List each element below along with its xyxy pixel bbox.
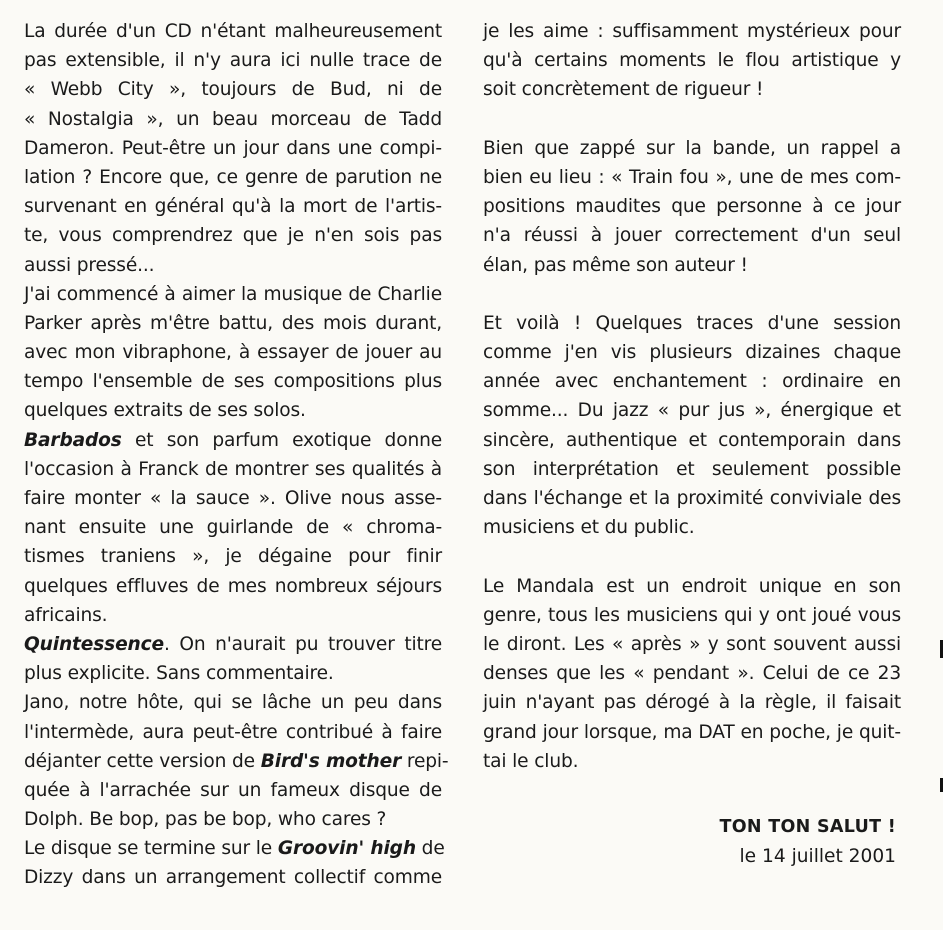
text-line: pas extensible, il n'y aura ici nulle trace de xyxy=(24,50,442,72)
text-line: J'ai commencé à aimer la musique de Charlie xyxy=(24,283,442,305)
signature-name: TON TON SALUT ! xyxy=(719,817,896,837)
paragraph-mandala xyxy=(483,572,901,776)
text-fragment: Le disque se termine sur le xyxy=(24,838,278,860)
paragraph-charlie-parker xyxy=(24,280,442,426)
text-line: quelques effluves de mes nombreux séjours xyxy=(24,575,442,597)
text-line: survenant en général qu'à la mort de l'artis- xyxy=(24,196,442,218)
paragraph-gap xyxy=(483,280,901,309)
text-line: positions maudites que personne à ce jour xyxy=(483,196,901,218)
text-line: le diront. Les « après » y sont souvent aussi xyxy=(483,633,901,655)
text-line: Et voilà ! Quelques traces d'une session xyxy=(483,312,901,334)
text-line: quelques extraits de ses solos. xyxy=(24,400,306,422)
text-line: qu'à certains moments le flou artistique y xyxy=(483,50,901,72)
text-line: africains. xyxy=(24,604,108,626)
text-line: genre, tous les musiciens qui y ont joué vous xyxy=(483,604,901,626)
text-line: grand jour lorsque, ma DAT en poche, je quit- xyxy=(483,721,901,743)
text-line: « Webb City », toujours de Bud, ni de xyxy=(24,79,442,101)
text-fragment: de xyxy=(415,838,445,860)
paragraph-continuation xyxy=(483,17,901,105)
text-line: faire monter « la sauce ». Olive nous asse- xyxy=(24,488,442,509)
paragraph-gap xyxy=(483,542,901,571)
text-line: Bien que zappé sur la bande, un rappel a xyxy=(483,137,901,159)
text-line: aussi pressé... xyxy=(24,254,155,276)
text-line: nant ensuite une guirlande de « chroma- xyxy=(24,517,442,539)
signature-date: le 14 juillet 2001 xyxy=(739,846,896,867)
text-line: La durée d'un CD n'étant malheureusement xyxy=(24,21,442,42)
text-line: n'a réussi à jouer correctement d'un seul xyxy=(483,225,901,247)
text-line: musiciens et du public. xyxy=(483,517,695,539)
paragraph-train-fou xyxy=(483,134,901,280)
track-title-quintessence: Quintessence xyxy=(24,633,164,655)
paragraph-gap xyxy=(483,105,901,134)
text-line xyxy=(24,747,449,776)
text-fragment: . On n'aurait pu trouver titre xyxy=(163,633,442,655)
text-line: plus explicite. Sans commentaire. xyxy=(24,663,334,685)
text-fragment: et son parfum exotique donne xyxy=(121,429,442,451)
text-line: Parker après m'être battu, des mois durant, xyxy=(24,312,442,334)
text-line xyxy=(24,426,442,455)
track-title-barbados: Barbados xyxy=(24,429,122,451)
text-line: quée à l'arrachée sur un fameux disque de xyxy=(24,779,442,801)
paragraph-quintessence xyxy=(24,630,442,688)
paragraph-et-voila xyxy=(483,309,901,543)
text-line: soit concrètement de rigueur ! xyxy=(483,79,764,101)
text-line: Dameron. Peut-être un jour dans une compi- xyxy=(24,137,442,159)
text-line: année avec enchantement : ordinaire en xyxy=(483,371,901,393)
text-line: Dolph. Be bop, pas be bop, who cares ? xyxy=(24,809,387,831)
text-line: Le Mandala est un endroit unique en son xyxy=(483,575,901,597)
text-line: l'occasion à Franck de montrer ses qualités à xyxy=(24,458,442,480)
text-fragment: déjanter cette version de xyxy=(24,750,261,772)
text-line: comme j'en vis plusieurs dizaines chaque xyxy=(483,342,901,364)
right-column xyxy=(483,17,901,776)
left-column xyxy=(24,17,449,893)
text-line: dans l'échange et la proximité conviviale des xyxy=(483,488,901,509)
text-line: l'intermède, aura peut-être contribué à faire xyxy=(24,721,442,743)
text-line: tai le club. xyxy=(483,750,579,772)
text-line: te, vous comprendrez que je n'en sois pas xyxy=(24,225,442,247)
text-line: lation ? Encore que, ce genre de parution ne xyxy=(24,166,442,188)
text-line: tempo l'ensemble de ses compositions plus xyxy=(24,371,442,393)
text-line: sincère, authentique et contemporain dans xyxy=(483,429,901,451)
paragraph-intro xyxy=(24,17,442,280)
text-fragment: repi- xyxy=(401,750,449,772)
paragraph-barbados xyxy=(24,426,442,630)
text-line: avec mon vibraphone, à essayer de jouer au xyxy=(24,342,442,364)
track-title-groovin-high: Groovin' high xyxy=(277,838,416,860)
text-line: somme... Du jazz « pur jus », énergique et xyxy=(483,400,901,422)
text-line xyxy=(24,630,442,659)
text-line: bien eu lieu : « Train fou », une de mes com- xyxy=(483,166,901,188)
text-line: denses que les « pendant ». Celui de ce 23 xyxy=(483,663,901,685)
text-line: son interprétation et seulement possible xyxy=(483,458,901,480)
text-line: juin n'ayant pas dérogé à la règle, il faisait xyxy=(483,692,901,714)
text-line: élan, pas même son auteur ! xyxy=(483,254,748,276)
text-line: Jano, notre hôte, qui se lâche un peu dans xyxy=(24,692,442,714)
text-line: « Nostalgia », un beau morceau de Tadd xyxy=(24,108,442,130)
text-line: Dizzy dans un arrangement collectif comme xyxy=(24,867,442,889)
track-title-birds-mother: Bird's mother xyxy=(260,750,402,772)
text-line: je les aime : suffisamment mystérieux pour xyxy=(483,21,901,42)
text-line: tismes traniens », je dégaine pour finir xyxy=(24,546,442,568)
paragraph-groovin-high xyxy=(24,834,445,892)
text-line xyxy=(24,834,445,863)
paragraph-birds-mother xyxy=(24,688,449,834)
